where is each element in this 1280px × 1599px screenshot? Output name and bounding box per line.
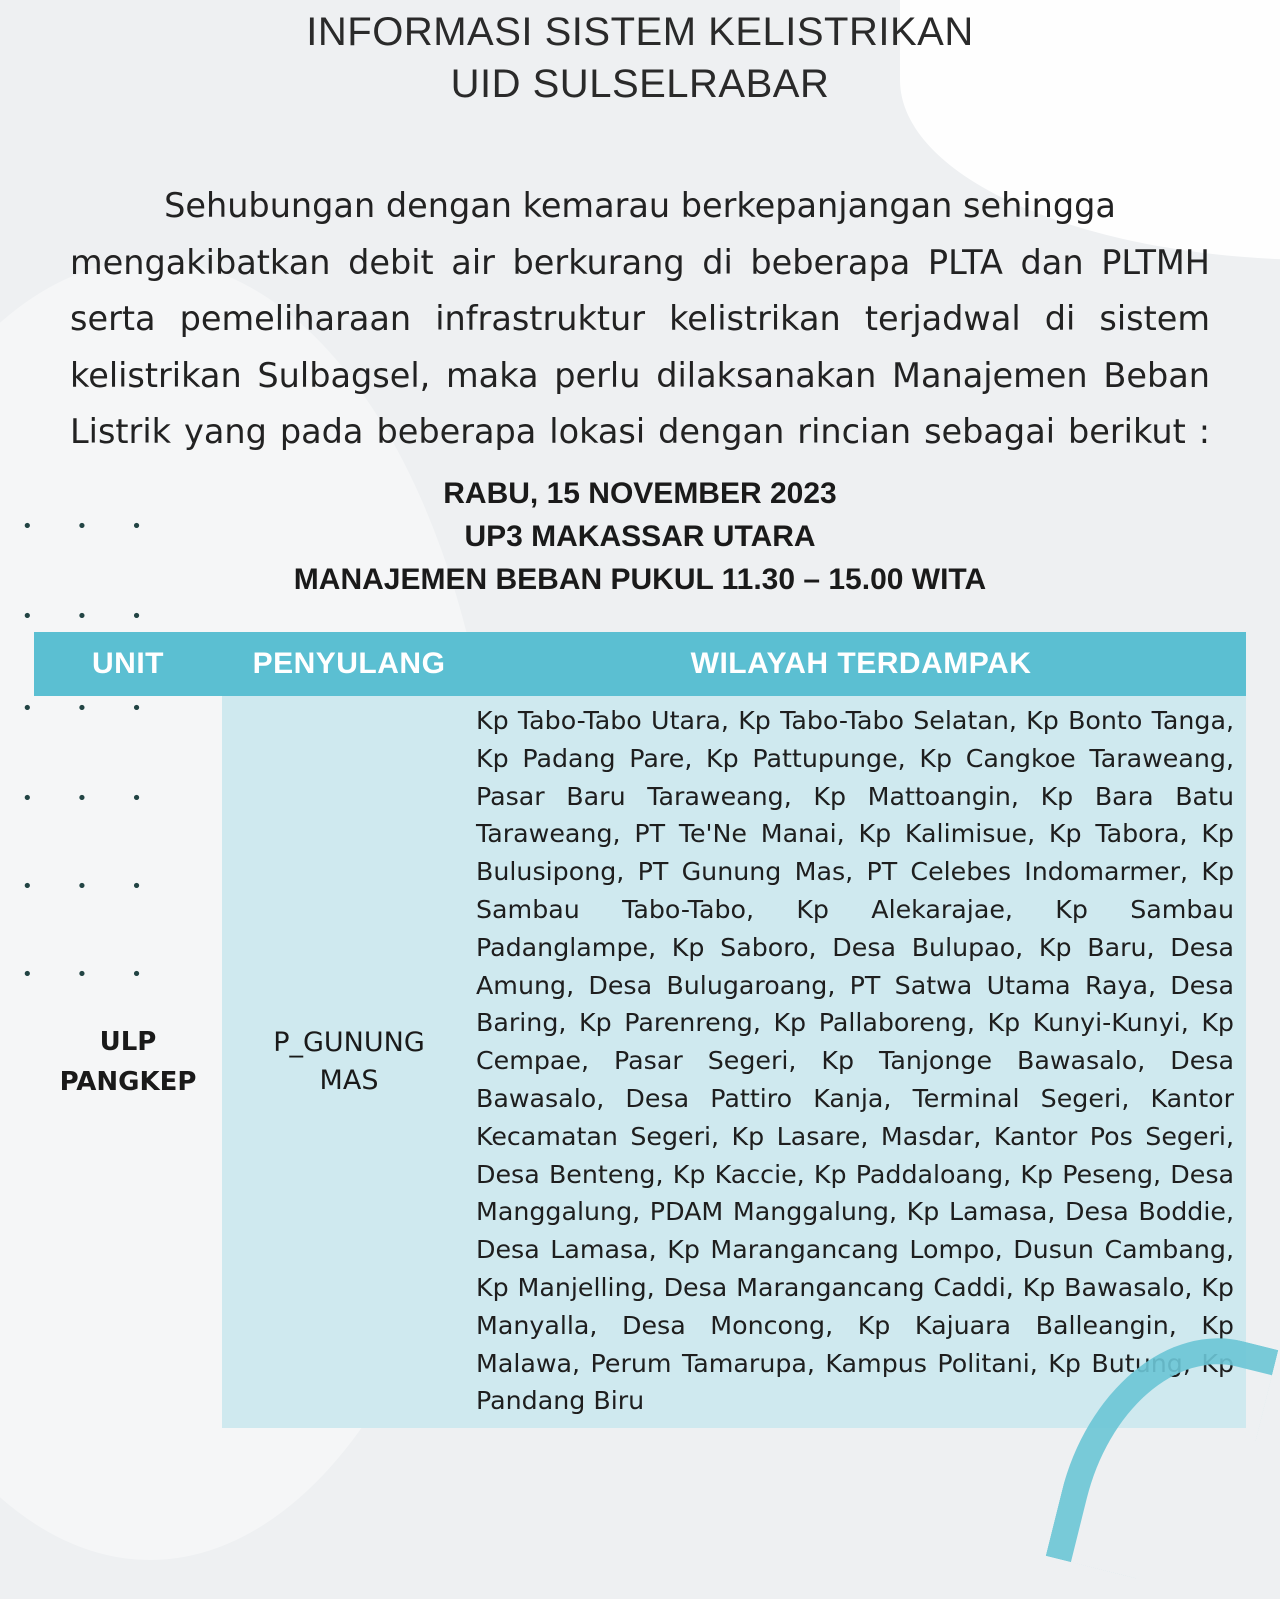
- intro-paragraph: [70, 178, 1210, 461]
- decorative-dots: •••: [22, 606, 186, 627]
- table-header-row: [34, 632, 1246, 696]
- intro-line: kelistrikan Sulbagsel, maka perlu dilaksanakan Manajemen Beban: [70, 355, 1210, 395]
- intro-line: Sehubungan dengan kemarau berkepanjangan sehingga: [164, 186, 1116, 225]
- unit-name-line: PANGKEP: [59, 1067, 197, 1098]
- column-header-feeder: PENYULANG: [222, 632, 476, 696]
- decorative-dots: •••: [22, 964, 186, 985]
- decorative-dots: •••: [22, 788, 186, 809]
- schedule-time: MANAJEMEN BEBAN PUKUL 11.30 – 15.00 WITA: [293, 563, 987, 596]
- decorative-dots: •••: [22, 698, 186, 719]
- unit-cell: [34, 696, 222, 1428]
- load-management-table: [34, 632, 1246, 1428]
- affected-area-cell: [476, 696, 1246, 1428]
- decorative-dots: •••: [22, 876, 186, 897]
- column-header-unit: UNIT: [34, 632, 222, 696]
- title-line-2: UID SULSELRABAR: [450, 62, 830, 106]
- feeder-name-line: P_GUNUNG: [273, 1027, 425, 1059]
- schedule-date: RABU, 15 NOVEMBER 2023: [443, 477, 837, 510]
- intro-line: mengakibatkan debit air berkurang di beberapa PLTA dan PLTMH: [70, 242, 1210, 282]
- affected-area-text: Kp Tabo-Tabo Utara, Kp Tabo-Tabo Selatan, Kp Bonto Tanga, Kp Padang Pare, Kp Pattupunge, Kp Cangkoe Taraweang, Pasar Baru Taraweang, Kp Mattoangin, Kp Bara Batu Taraweang, PT Te'Ne Manai, Kp Kalimisue, Kp Tabora, Kp Bulusipong, PT Gunung Mas, PT Celebes Indomarmer, Kp Sambau Tabo-Tabo, Kp Alekarajae, Kp Sambau Padanglampe, Kp Saboro, Desa Bulupao, Kp Baru, Desa Amung, Desa Bulugaroang, PT Satwa Utama Raya, Desa Baring, Kp Parenreng, Kp Pallaboreng, Kp Kunyi-Kunyi, Kp Cempae, Pasar Segeri, Kp Tanjonge Bawasalo, Desa Bawasalo, Desa Pattiro Kanja, Terminal Segeri, Kantor Kecamatan Segeri, Kp Lasare, Masdar, Kantor Pos Segeri, Desa Benteng, Kp Kaccie, Kp Paddaloang, Kp Peseng, Desa Manggalung, PDAM Manggalung, Kp Lamasa, Desa Boddie, Desa Lamasa, Kp Marangancang Lompo, Dusun Cambang, Kp Manjelling, Desa Marangancang Caddi, Kp Bawasalo, Kp Manyalla, Desa Moncong, Kp Kajuara Balleangin, Kp Malawa, Perum Tamarupa, Kampus Politani, Kp Butung, Kp Pandang Biru: [476, 706, 1234, 1416]
- feeder-cell: [222, 696, 476, 1428]
- column-header-area: WILAYAH TERDAMPAK: [476, 632, 1246, 696]
- title-line-1: INFORMASI SISTEM KELISTRIKAN: [306, 10, 974, 54]
- page-title: [0, 6, 1280, 110]
- decorative-dots: •••: [22, 516, 186, 537]
- feeder-name-line: MAS: [319, 1065, 379, 1097]
- schedule-block: [0, 472, 1280, 601]
- unit-name-line: ULP: [99, 1027, 157, 1058]
- intro-line: Listrik yang pada beberapa lokasi dengan rincian sebagai berikut :: [70, 412, 1210, 451]
- schedule-unit-area: UP3 MAKASSAR UTARA: [464, 520, 816, 553]
- intro-line: serta pemeliharaan infrastruktur kelistrikan terjadwal di sistem: [70, 299, 1210, 338]
- table-row: [34, 696, 1246, 1428]
